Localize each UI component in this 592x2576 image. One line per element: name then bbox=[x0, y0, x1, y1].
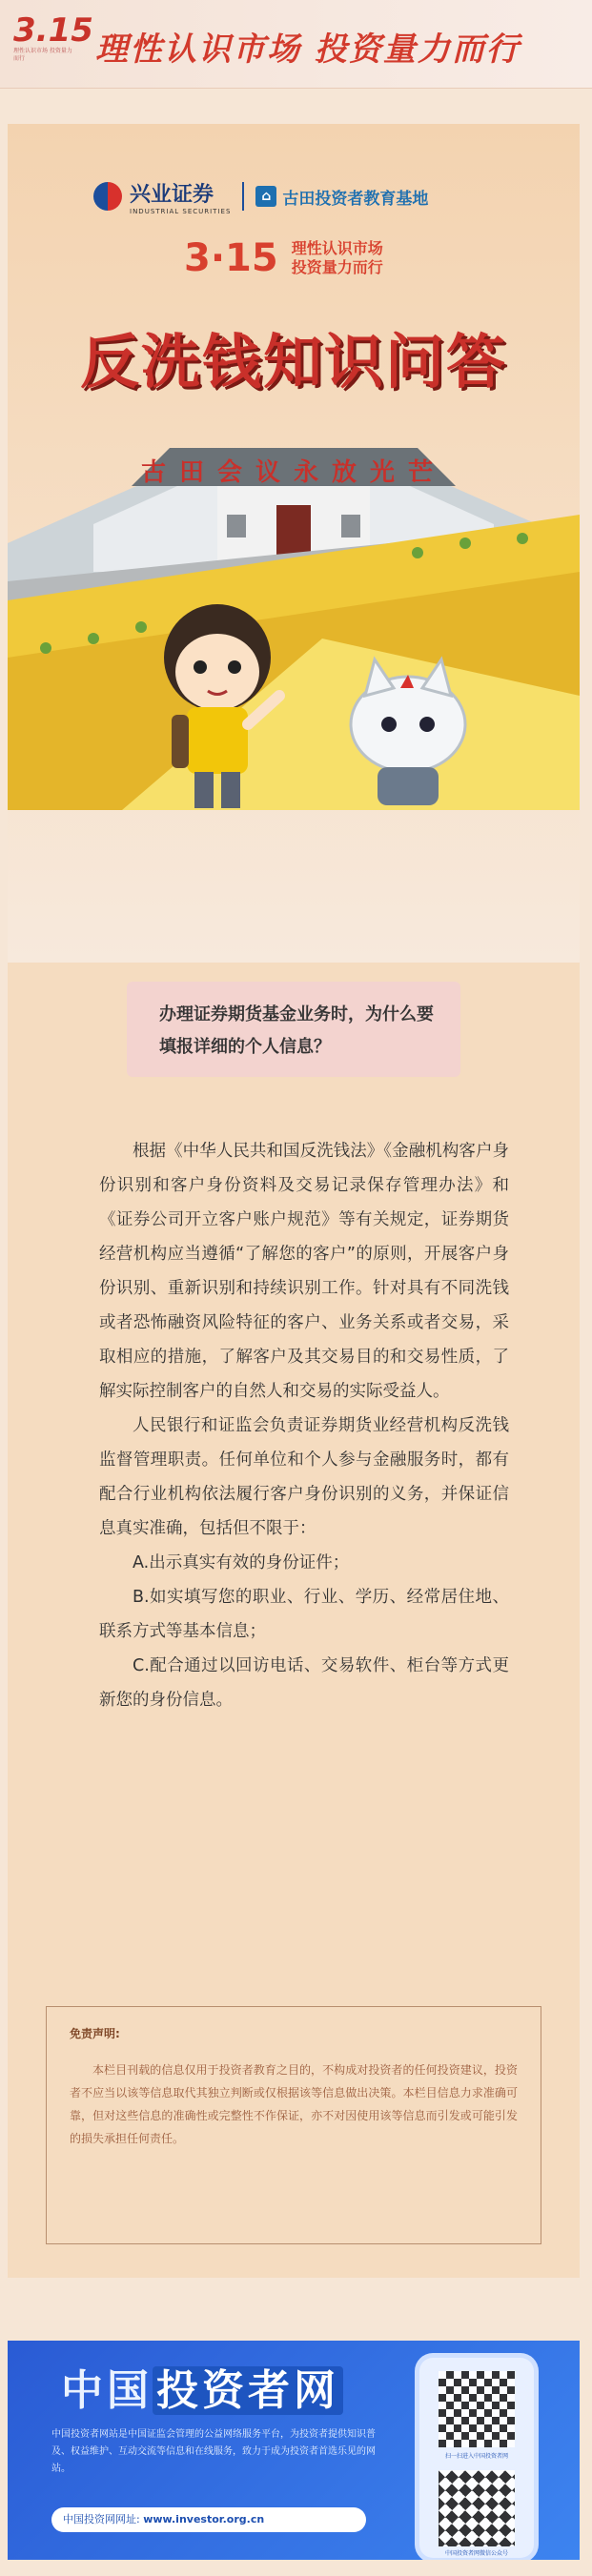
tag-315-number: 3·15 bbox=[184, 236, 278, 280]
logo2-text: 古田投资者教育基地 bbox=[282, 189, 429, 209]
top-banner bbox=[0, 0, 592, 89]
qr-code-icon[interactable] bbox=[439, 2470, 515, 2546]
disclaimer-box bbox=[46, 2006, 541, 2244]
phone-qr-illustration bbox=[419, 2358, 534, 2558]
banner-slogan: 理性认识市场 投资量力而行 bbox=[95, 30, 521, 69]
answer-body bbox=[99, 1134, 509, 1717]
investor-net-url[interactable] bbox=[51, 2507, 366, 2532]
industrial-securities-logo-icon bbox=[93, 182, 122, 211]
investor-net-title-a: 中国 bbox=[61, 2366, 153, 2415]
disclaimer-text: 本栏目刊载的信息仅用于投资者教育之目的，不构成对投资者的任何投资建议，投资者不应当以该等信息取代其独立判断或仅根据该等信息做出决策。本栏目信息力求准确可靠，但对这些信息的准确性或完整性不作保证，亦不对因使用该等信息而引发或可能引发的损失承担任何责任。 bbox=[70, 2063, 518, 2145]
disclaimer-heading: 免责声明: bbox=[70, 2027, 120, 2040]
answer-list-item: A.出示真实有效的身份证件； bbox=[133, 1553, 350, 1572]
building-slogan: 古田会议永放光芒 bbox=[140, 458, 446, 487]
logo1-english: INDUSTRIAL SECURITIES bbox=[130, 207, 232, 215]
qr-label-2: 中国投资者网微信公众号 bbox=[444, 2550, 508, 2557]
badge-subtitle: 理性认识市场 投资量力而行 bbox=[13, 48, 72, 62]
tag-315 bbox=[184, 236, 383, 280]
investor-net-description: 中国投资者网站是中国证监会管理的公益网络服务平台，为投资者提供知识普及、权益维护、互动交流等信息和在线服务，致力于成为投资者首选乐见的网站。 bbox=[51, 2429, 376, 2474]
investor-net-banner[interactable] bbox=[8, 2341, 580, 2560]
qr-code-icon[interactable] bbox=[439, 2371, 515, 2447]
gutian-logo-icon: ⌂ bbox=[255, 186, 276, 207]
badge-315 bbox=[13, 11, 93, 74]
industrial-securities-logo bbox=[93, 178, 231, 215]
badge-number: 3.15 bbox=[13, 11, 93, 50]
hero-illustration bbox=[8, 124, 580, 963]
investor-net-title-b: 投资者网 bbox=[153, 2366, 343, 2415]
url-label: 中国投资网网址: bbox=[63, 2513, 140, 2525]
logo-divider bbox=[242, 182, 244, 211]
answer-paragraph: 根据《中华人民共和国反洗钱法》《金融机构客户身份识别和客户身份资料及交易记录保存管理办法》和《证券公司开立客户账户规范》等有关规定，证券期货经营机构应当遵循“了解您的客户”的原则，开展客户身份识别、重新识别和持续识别工作。针对具有不同洗钱或者恐怖融资风险特征的客户、业务关系或者交易，采取相应的措施，了解客户及其交易目的和交易性质，了解实际控制客户的自然人和交易的实际受益人。 bbox=[99, 1142, 509, 1401]
logo-row bbox=[93, 177, 513, 215]
answer-paragraph: 人民银行和证监会负责证券期货业经营机构反洗钱监督管理职责。任何单位和个人参与金融服务时，都有配合行业机构依法履行客户身份识别的义务，并保证信息真实准确，包括但不限于： bbox=[99, 1416, 509, 1538]
tag-line-2: 投资量力而行 bbox=[291, 258, 383, 276]
logo1-text: 兴业证券 bbox=[130, 182, 214, 207]
gutian-base-logo bbox=[255, 185, 428, 209]
url-link[interactable]: www.investor.org.cn bbox=[143, 2513, 265, 2525]
tag-line-1: 理性认识市场 bbox=[291, 239, 383, 257]
investor-net-title bbox=[61, 2356, 343, 2417]
page-title: 反洗钱知识问答 bbox=[79, 327, 507, 396]
question-box: 办理证券期货基金业务时，为什么要填报详细的个人信息？ bbox=[127, 982, 460, 1077]
qr-label-1: 扫一扫进入中国投资者网 bbox=[444, 2453, 508, 2460]
answer-list-item: C.配合通过以回访电话、交易软件、柜台等方式更新您的身份信息。 bbox=[99, 1656, 509, 1710]
article-card bbox=[8, 124, 580, 2278]
answer-list-item: B.如实填写您的职业、行业、学历、经常居住地、联系方式等基本信息； bbox=[99, 1588, 509, 1641]
